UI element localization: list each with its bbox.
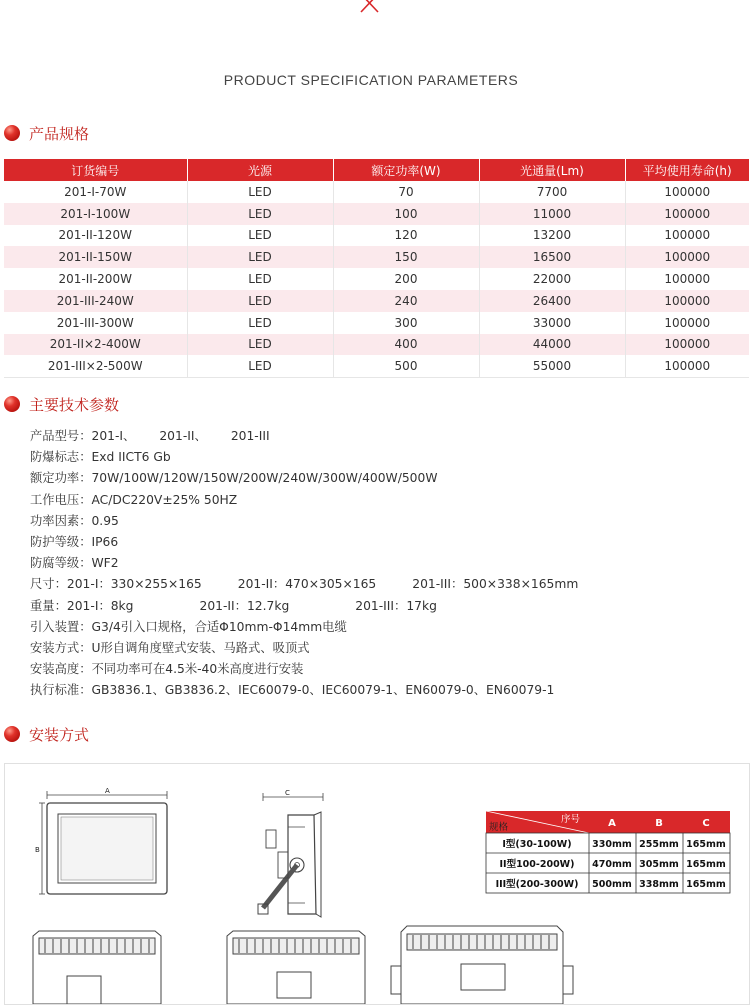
- table-cell: 100000: [664, 272, 711, 287]
- param-size: [30, 574, 578, 595]
- dim-table-cell: 165mm: [686, 859, 726, 870]
- table-row: [4, 334, 749, 356]
- section-title: 主要技术参数: [29, 395, 120, 414]
- table-cell: 16500: [479, 246, 625, 268]
- table-cell: 100: [333, 203, 479, 225]
- table-cell: 70: [333, 181, 479, 203]
- table-cell: 100000: [664, 184, 711, 199]
- table-cell: 100000: [625, 203, 749, 225]
- dim-table-corner-top: 序号: [561, 814, 581, 825]
- heatsink-view-3: [391, 926, 573, 1004]
- param-mount: 安装方式：U形自调角度壁式安装、马路式、吸顶式: [30, 640, 310, 655]
- section-header-spec: [4, 123, 89, 143]
- dim-table-header: C: [702, 818, 710, 829]
- tech-params-list: [30, 426, 578, 701]
- param-value: 201-I、: [91, 429, 136, 443]
- spec-table: [4, 159, 749, 378]
- table-row: [4, 225, 749, 247]
- table-cell: 240: [333, 290, 479, 312]
- dim-table-cell: 255mm: [639, 839, 679, 850]
- table-cell: 500: [333, 355, 479, 377]
- table-cell: LED: [187, 203, 333, 225]
- section-header-install: [4, 724, 89, 744]
- param-value: 201-III：500×338×165mm: [412, 577, 579, 592]
- table-cell: 11000: [479, 203, 625, 225]
- column-header: 订货编号: [4, 159, 187, 181]
- table-cell: 7700: [479, 181, 625, 203]
- table-cell: 55000: [479, 355, 625, 377]
- dim-table-cell: II型100-200W): [499, 859, 575, 870]
- dim-table-cell: 338mm: [639, 879, 679, 890]
- section-title: 安装方式: [29, 725, 90, 744]
- bullet-icon: [4, 125, 20, 141]
- table-cell: 300: [333, 312, 479, 334]
- table-cell: 100000: [664, 228, 711, 243]
- param-value: 201-III: [230, 429, 270, 443]
- param-value: 201-I：8kg: [66, 598, 134, 613]
- table-cell: 201-II-120W: [4, 225, 187, 247]
- dim-table-cell: 165mm: [686, 839, 726, 850]
- column-header: 光通量(Lm): [479, 159, 625, 181]
- table-cell: 44000: [479, 334, 625, 356]
- param-value: 201-II：470×305×165: [237, 577, 377, 592]
- param-label: 产品型号：: [30, 429, 92, 443]
- param-value: 201-II：12.7kg: [199, 598, 290, 613]
- param-standard: 执行标准：GB3836.1、GB3836.2、IEC60079-0、IEC60079-1、EN60079-0、EN60079-1: [30, 683, 555, 698]
- dim-table-header: A: [608, 818, 616, 829]
- table-cell: 100000: [625, 334, 749, 356]
- param-explosion: 防爆标志：Exd IICT6 Gb: [30, 450, 171, 465]
- table-row: [4, 203, 749, 225]
- section-title: 产品规格: [29, 124, 90, 143]
- param-value: 201-III：17kg: [355, 598, 437, 613]
- column-header: 平均使用寿命(h): [625, 159, 749, 181]
- technical-drawing: [5, 764, 749, 1004]
- close-icon: [357, 0, 383, 14]
- table-cell: 201-III×2-500W: [4, 355, 187, 377]
- table-row: [4, 312, 749, 334]
- heatsink-view-1: [33, 931, 161, 1004]
- table-row: [4, 290, 749, 312]
- param-value: 201-I：330×255×165: [66, 577, 202, 592]
- param-value: 201-II、: [159, 429, 207, 443]
- side-view-drawing: [258, 793, 323, 917]
- param-label: 重量：: [30, 598, 67, 613]
- table-cell: 100000: [625, 355, 749, 377]
- table-cell: 400: [333, 334, 479, 356]
- table-cell: LED: [187, 290, 333, 312]
- dim-label-a: A: [105, 787, 110, 795]
- bullet-icon: [4, 726, 20, 742]
- param-protection: 防护等级：IP66: [30, 534, 119, 549]
- table-cell: 26400: [479, 290, 625, 312]
- table-cell: 201-II×2-400W: [4, 334, 187, 356]
- dim-table-cell: 470mm: [592, 859, 632, 870]
- table-cell: 13200: [479, 225, 625, 247]
- table-cell: LED: [187, 246, 333, 268]
- dim-table-cell: 330mm: [592, 839, 632, 850]
- param-label: 尺寸：: [30, 577, 67, 592]
- table-row: [4, 355, 749, 377]
- heatsink-view-2: [227, 931, 365, 1004]
- section-header-tech: [4, 394, 119, 414]
- dim-label-c: C: [285, 789, 290, 797]
- dim-table-cell: 500mm: [592, 879, 632, 890]
- table-cell: 100000: [625, 290, 749, 312]
- table-cell: 33000: [479, 312, 625, 334]
- param-height: 安装高度：不同功率可在4.5米-40米高度进行安装: [30, 662, 304, 677]
- column-header: 额定功率(W): [333, 159, 479, 181]
- table-row: [4, 181, 749, 203]
- param-entry: 引入装置：G3/4引入口规格，合适Φ10mm-Φ14mm电缆: [30, 619, 347, 634]
- bullet-icon: [4, 396, 20, 412]
- table-cell: 201-II-200W: [4, 268, 187, 290]
- table-cell: 201-III-240W: [4, 290, 187, 312]
- table-row: [4, 246, 749, 268]
- param-model: [30, 426, 578, 447]
- param-corrosion: 防腐等级：WF2: [30, 556, 119, 571]
- param-voltage: 工作电压：AC/DC220V±25% 50HZ: [30, 492, 238, 507]
- table-cell: 120: [333, 225, 479, 247]
- dim-table-cell: 165mm: [686, 879, 726, 890]
- table-cell: LED: [187, 312, 333, 334]
- table-cell: LED: [187, 268, 333, 290]
- dim-table-corner-bottom: 规格: [489, 822, 509, 833]
- column-header: 光源: [187, 159, 333, 181]
- table-cell: LED: [187, 355, 333, 377]
- page-title: PRODUCT SPECIFICATION PARAMETERS: [223, 72, 519, 88]
- dim-label-b: B: [35, 846, 40, 854]
- dim-table-cell: III型(200-300W): [495, 879, 579, 890]
- param-weight: [30, 596, 578, 617]
- param-factor: 功率因素：0.95: [30, 513, 119, 528]
- table-cell: 201-I-70W: [4, 181, 187, 203]
- table-cell: 200: [333, 268, 479, 290]
- table-cell: 150: [333, 246, 479, 268]
- dim-table-cell: 305mm: [639, 859, 679, 870]
- table-cell: LED: [187, 334, 333, 356]
- table-header-row: [4, 159, 749, 181]
- param-power: 额定功率：70W/100W/120W/150W/200W/240W/300W/400W/500W: [30, 471, 438, 486]
- table-cell: LED: [187, 225, 333, 247]
- table-cell: 100000: [625, 246, 749, 268]
- table-cell: 22000: [479, 268, 625, 290]
- table-cell: 100000: [664, 315, 711, 330]
- table-cell: LED: [187, 181, 333, 203]
- table-cell: 201-II-150W: [4, 246, 187, 268]
- install-drawing: [4, 763, 750, 1005]
- front-view-drawing: [39, 791, 167, 894]
- dimension-table: [486, 811, 730, 893]
- table-row: [4, 268, 749, 290]
- dim-table-cell: I型(30-100W): [502, 839, 572, 850]
- table-cell: 201-III-300W: [4, 312, 187, 334]
- dim-table-header: B: [655, 818, 663, 829]
- table-cell: 201-I-100W: [4, 203, 187, 225]
